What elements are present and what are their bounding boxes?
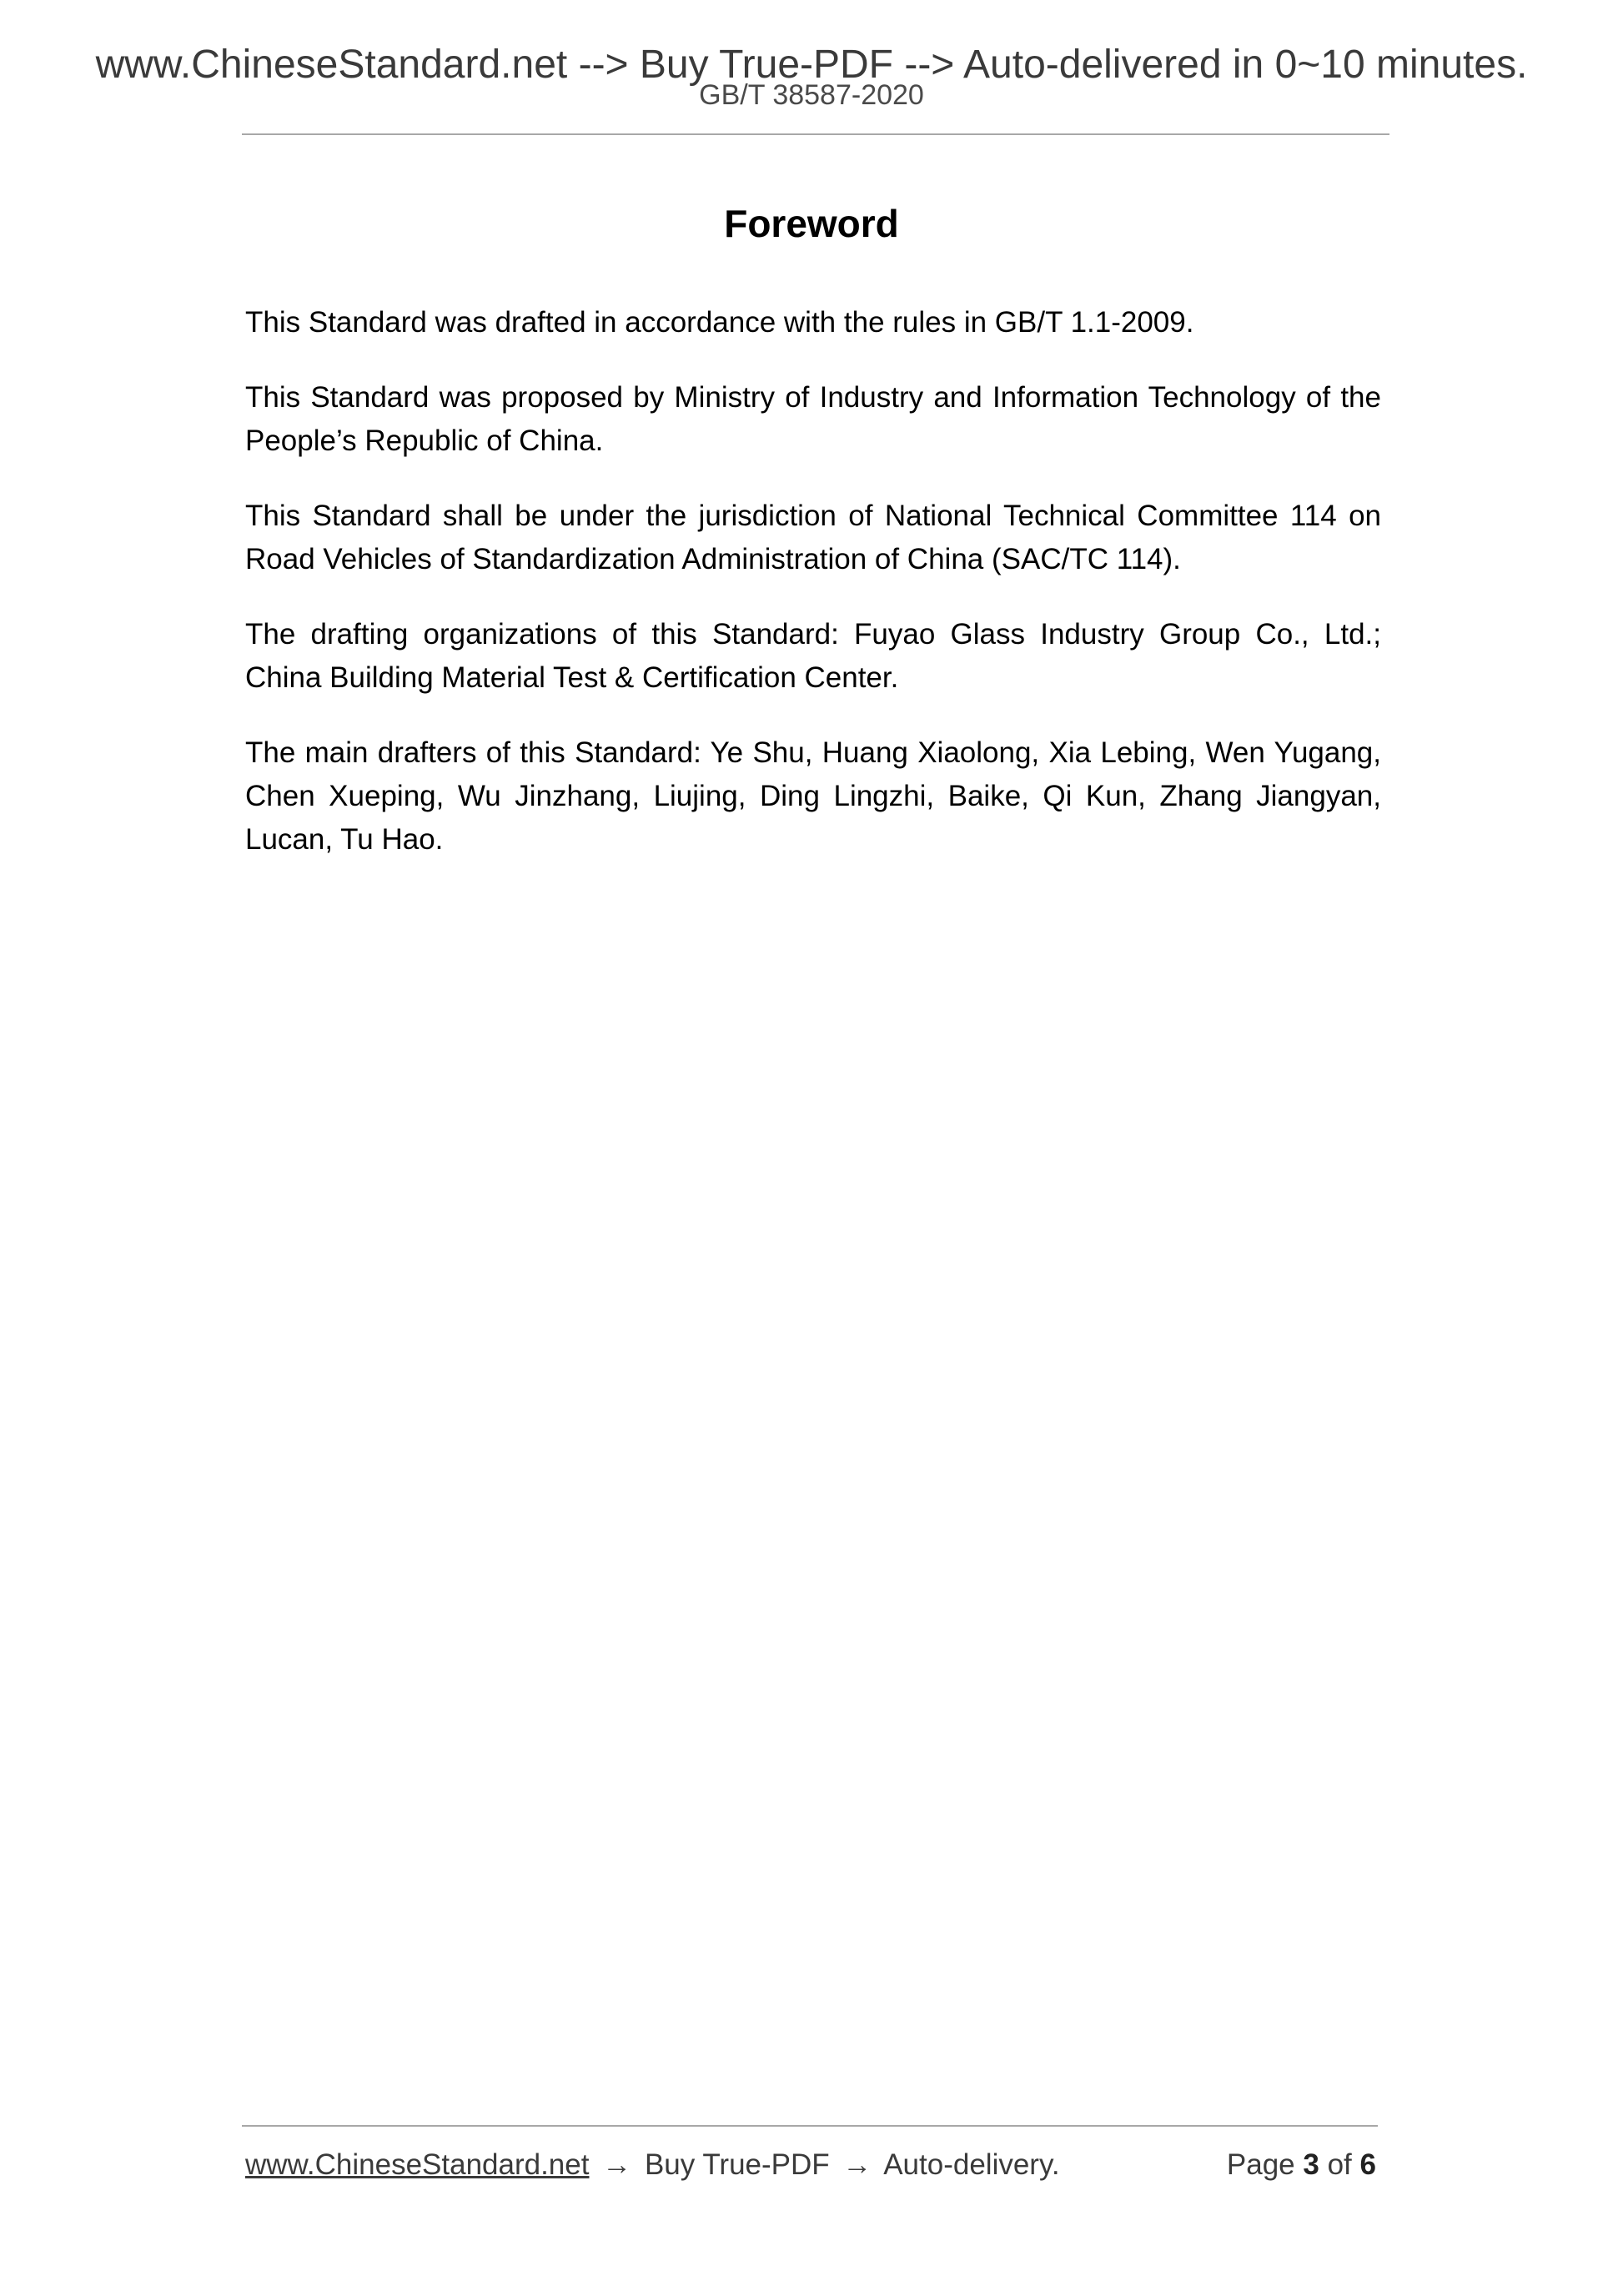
right-arrow-icon: → bbox=[602, 2148, 632, 2181]
page-footer bbox=[245, 2142, 1376, 2188]
site-banner: www.ChineseStandard.net --> Buy True-PDF --> Auto-delivered in 0~10 minutes. bbox=[95, 43, 1528, 87]
right-arrow-icon: → bbox=[842, 2148, 872, 2181]
site-link[interactable]: www.ChineseStandard.net bbox=[245, 2148, 590, 2181]
buy-true-pdf-text: Buy True-PDF bbox=[644, 2148, 830, 2181]
paragraph-drafting-rules: This Standard was drafted in accordance with the rules in GB/T 1.1-2009. bbox=[245, 306, 1194, 339]
standard-code: GB/T 38587-2020 bbox=[699, 79, 924, 111]
header-divider bbox=[242, 133, 1389, 135]
paragraph-main-drafters: The main drafters of this Standard: Ye Shu, Huang Xiaolong, Xia Lebing, Wen Yugang, Chen Xueping, Wu Jinzhang, Liujing, Ding Lingzhi, Baike, Qi Kun, Zhang Jiangyan, Lucan, Tu Hao. bbox=[245, 736, 1381, 856]
page-number bbox=[1227, 2142, 1376, 2188]
paragraph-jurisdiction: This Standard shall be under the jurisdiction of National Technical Committee 114 on Road Vehicles of Standardization Administration of China (SAC/TC 114). bbox=[245, 500, 1381, 575]
footer-divider bbox=[242, 2125, 1378, 2127]
auto-delivery-text: Auto-delivery. bbox=[883, 2148, 1060, 2181]
foreword-body bbox=[245, 301, 1381, 893]
page-of-label: of bbox=[1327, 2148, 1352, 2181]
paragraph-proposer: This Standard was proposed by Ministry of Industry and Information Technology of the People’s Republic of China. bbox=[245, 381, 1381, 457]
page-total: 6 bbox=[1359, 2148, 1376, 2181]
page-label: Page bbox=[1226, 2148, 1295, 2181]
paragraph-drafting-organizations: The drafting organizations of this Standard: Fuyao Glass Industry Group Co., Ltd.; China Building Material Test & Certification Center. bbox=[245, 618, 1381, 694]
page-current: 3 bbox=[1303, 2148, 1319, 2181]
page-title: Foreword bbox=[724, 202, 899, 245]
footer-links bbox=[245, 2142, 1060, 2188]
